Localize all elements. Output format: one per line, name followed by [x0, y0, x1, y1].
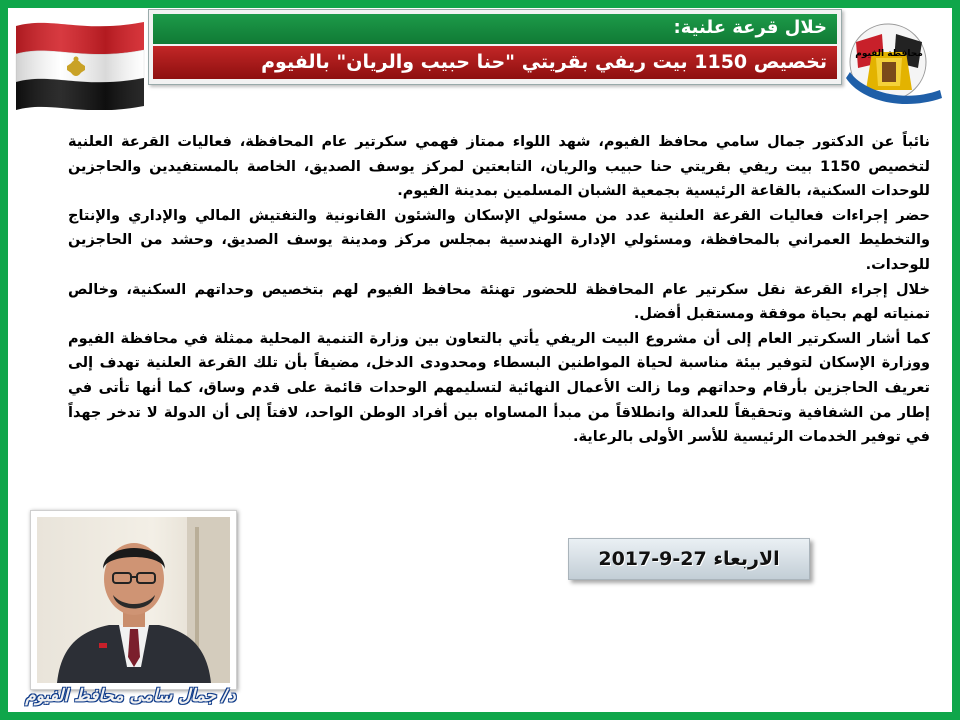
- date-label: الاربعاء 27-9-2017: [598, 548, 780, 570]
- paragraph-3: خلال إجراء القرعة نقل سكرتير عام المحافظة للحضور تهنئة محافظ الفيوم لهم بتخصيص وحداتهم السكنية، وخالص تمنياته لهم بحياة موفقة ومستقبل أفضل.: [68, 281, 930, 323]
- article-body: [68, 130, 930, 450]
- header-title-bar: [153, 46, 837, 79]
- header-line-2: تخصيص 1150 بيت ريفي بقريتي "حنا حبيب والريان" بالفيوم: [261, 51, 827, 73]
- header-line-1: خلال قرعة علنية:: [673, 17, 827, 38]
- person-portrait-icon: [37, 517, 230, 683]
- egypt-flag-icon: [12, 12, 148, 110]
- fayoum-governorate-logo-icon: [842, 12, 950, 108]
- photo-caption: د/ جمال سامى محافظ الفيوم: [25, 686, 236, 706]
- logo-text: محافظة الفيوم: [855, 49, 923, 59]
- governor-photo: [37, 517, 230, 683]
- paragraph-4: كما أشار السكرتير العام إلى أن مشروع البيت الريفي يأتي بالتعاون بين وزارة التنمية المحلية ممثلة في محافظة الفيوم ووزارة الإسكان لتوفير بيئة مناسبة لحياة المواطنين البسطاء ومحدودى الدخل، مضيفاً بأن تلك القرعة العلنية تهدف إلى تعريف الحاجزين بأرقام وحداتهم وما زالت الأعمال النهائية لتسليمهم الوحدات قائمة على قدم وساق، كما أنها تأتى في إطار من الشفافية وتحقيقاً للعدالة وانطلاقاً من مبدأ المساواه بين أفراد الوطن الواحد، لافتاً إلى أن الدولة لا تدخر جهداً في توفير الخدمات الرئيسية للأسر الأولى بالرعاية.: [68, 330, 930, 446]
- paragraph-2: حضر إجراءات فعاليات القرعة العلنية عدد من مسئولي الإسكان والشئون القانونية والتفتيش المالي والإداري والإنتاج والتخطيط العمراني بالمحافظة، ومسئولي الإدارة الهندسية بمجلس مركز ومدينة يوسف الصديق، وحشد من الحاجزين للوحدات.: [68, 207, 930, 273]
- paragraph-1: نائباً عن الدكتور جمال سامي محافظ الفيوم، شهد اللواء ممتاز فهمي سكرتير عام المحافظة، فعاليات القرعة العلنية لتخصيص 1150 بيت ريفي بقريتي حنا حبيب والريان، التابعتين لمركز يوسف الصديق، الخاصة بالمستفيدين والحاجزين للوحدات السكنية، بالقاعة الرئيسية بجمعية الشبان المسلمين بمدينة الفيوم.: [68, 134, 930, 200]
- governor-photo-frame: [30, 510, 237, 690]
- header-subtitle-bar: [153, 14, 837, 44]
- date-box: [568, 538, 810, 580]
- slide: [8, 8, 952, 712]
- header-banner: [148, 9, 842, 85]
